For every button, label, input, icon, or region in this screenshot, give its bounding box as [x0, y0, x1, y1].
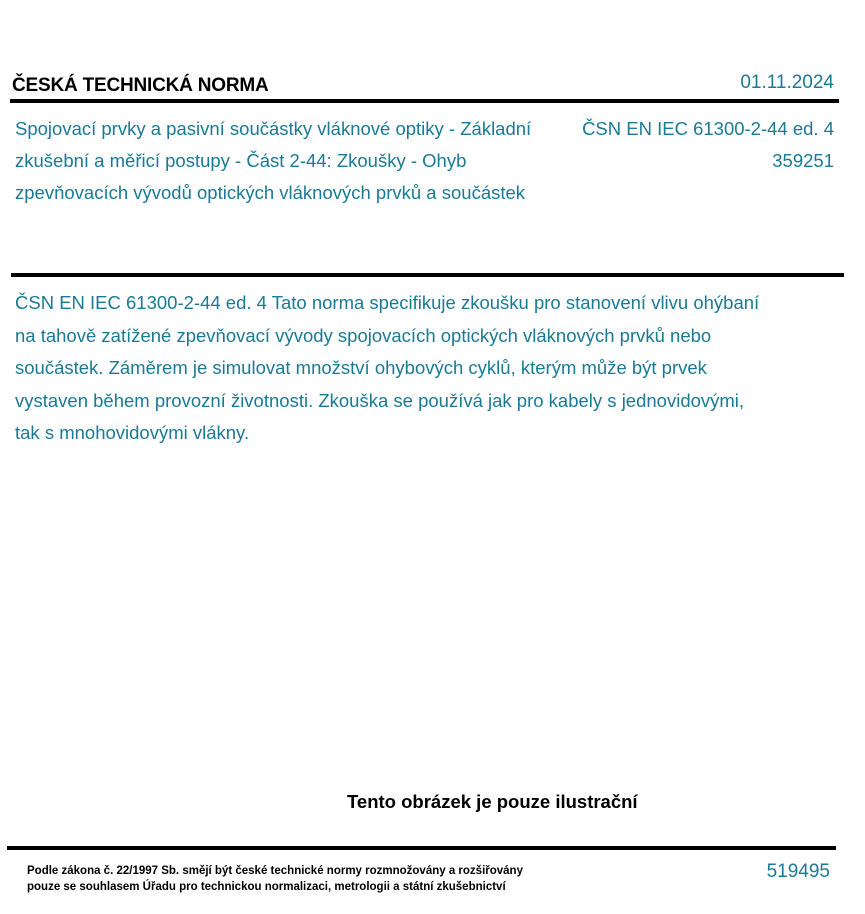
document-header-title: ČESKÁ TECHNICKÁ NORMA — [12, 75, 269, 96]
legal-notice — [27, 863, 587, 895]
legal-notice-line-2: pouze se souhlasem Úřadu pro technickou normalizaci, metrologii a státní zkušebnictví — [27, 881, 506, 893]
section-divider — [11, 273, 844, 277]
standard-code: ČSN EN IEC 61300-2-44 ed. 4 — [582, 118, 834, 139]
class-number: 359251 — [772, 150, 834, 171]
document-id: 519495 — [766, 861, 830, 882]
illustrative-note: Tento obrázek je pouze ilustrační — [347, 791, 638, 812]
standard-code-block — [524, 113, 834, 177]
header-divider — [10, 99, 839, 103]
standard-abstract: ČSN EN IEC 61300-2-44 ed. 4 Tato norma specifikuje zkoušku pro stanovení vlivu ohýbaní na tahově zatížené zpevňovací vývody spojovacích optických vláknových prvků nebo součástek. Záměrem je simulovat množství ohybových cyklů, kterým může být prvek vystaven během provozní životnosti. Zkouška se používá jak pro kabely s jednovidovými, tak s mnohovidovými vlákny. — [15, 292, 760, 443]
publication-date: 01.11.2024 — [740, 72, 834, 93]
footer-divider — [7, 846, 836, 850]
standard-title: Spojovací prvky a pasivní součástky vláknové optiky - Základní zkušební a měřicí postupy - Část 2-44: Zkoušky - Ohyb zpevňovacích vývodů optických vláknových prvků a součástek — [15, 118, 532, 203]
legal-notice-line-1: Podle zákona č. 22/1997 Sb. smějí být české technické normy rozmnožovány a rozšiřovány — [27, 865, 523, 877]
